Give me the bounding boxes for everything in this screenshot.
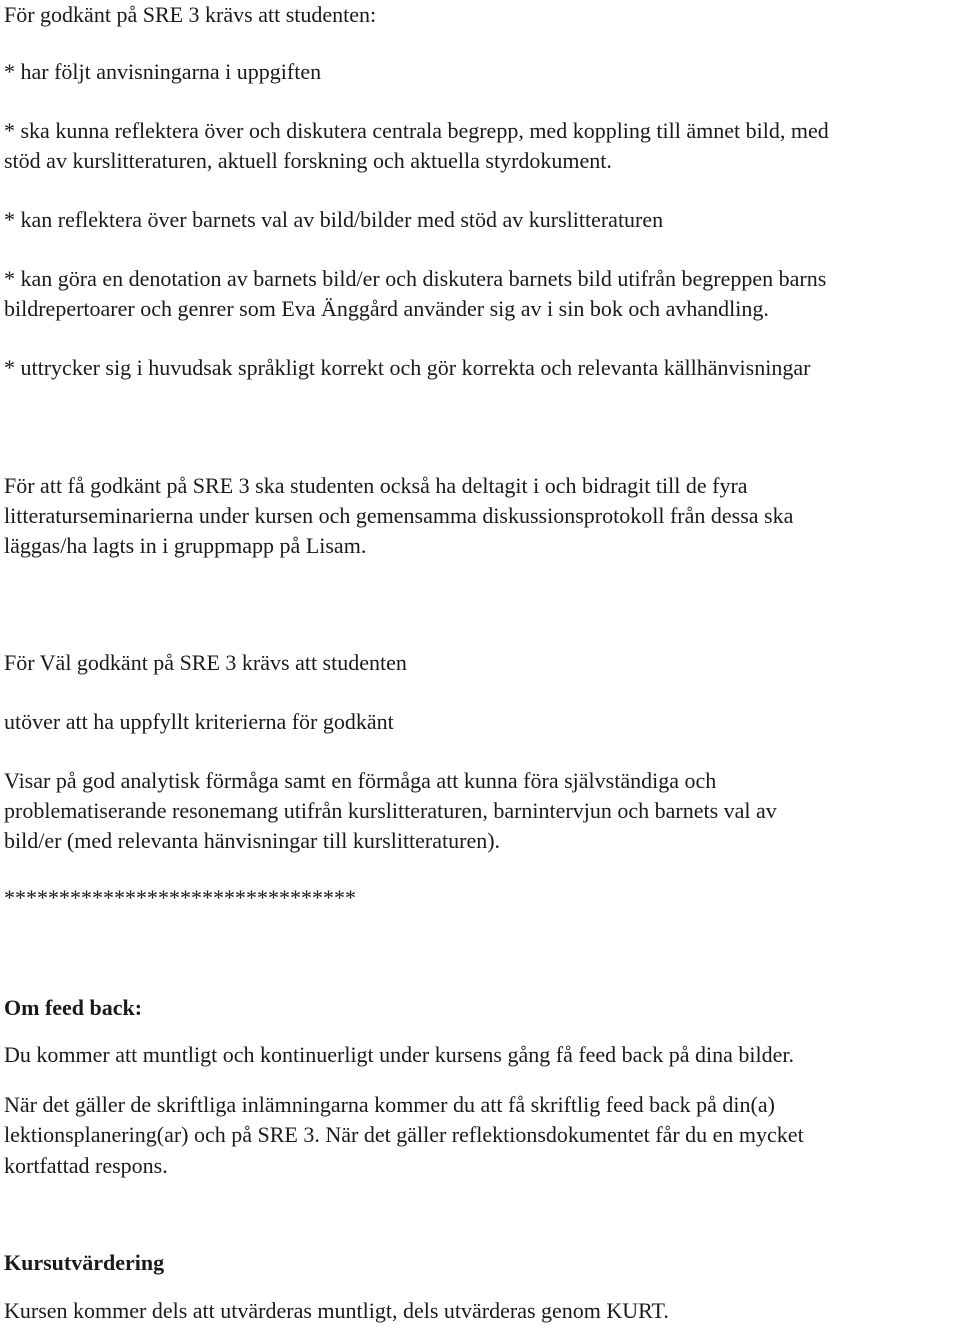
- feedback-heading: Om feed back:: [4, 995, 143, 1020]
- seminar-line: För att få godkänt på SRE 3 ska studenten också ha deltagit i och bidragit till de fyra: [4, 473, 748, 498]
- criterion-line: bildrepertoarer och genrer som Eva Änggård använder sig av i sin bok och avhandling.: [4, 296, 769, 321]
- godkant-intro: För godkänt på SRE 3 krävs att studenten:: [4, 2, 377, 27]
- feedback-paragraph-line: lektionsplanering(ar) och på SRE 3. När det gäller reflektionsdokumentet får du en mycket: [4, 1122, 804, 1147]
- feedback-paragraph: Du kommer att muntligt och kontinuerligt under kursens gång få feed back på dina bilder.: [4, 1042, 794, 1067]
- criterion-line: * har följt anvisningarna i uppgiften: [4, 59, 322, 84]
- analysis-line: Visar på god analytisk förmåga samt en förmåga att kunna föra självständiga och: [4, 768, 717, 793]
- separator-line: ********************************: [4, 885, 356, 910]
- evaluation-text: Kursen kommer dels att utvärderas muntligt, dels utvärderas genom KURT.: [4, 1298, 669, 1323]
- feedback-paragraph-line: När det gäller de skriftliga inlämningarna kommer du att få skriftlig feed back på din(a): [4, 1092, 775, 1117]
- val-godkant-intro: För Väl godkänt på SRE 3 krävs att studenten: [4, 650, 407, 675]
- val-godkant-requirement: utöver att ha uppfyllt kriterierna för godkänt: [4, 709, 394, 734]
- criterion-line: * uttrycker sig i huvudsak språkligt korrekt och gör korrekta och relevanta källhänvisningar: [4, 355, 811, 380]
- seminar-line: läggas/ha lagts in i gruppmapp på Lisam.: [4, 533, 367, 558]
- evaluation-heading: Kursutvärdering: [4, 1250, 165, 1275]
- analysis-line: problematiserande resonemang utifrån kurslitteraturen, barnintervjun och barnets val av: [4, 798, 777, 823]
- criterion-line: * kan reflektera över barnets val av bild/bilder med stöd av kurslitteraturen: [4, 207, 664, 232]
- analysis-line: bild/er (med relevanta hänvisningar till kurslitteraturen).: [4, 828, 501, 853]
- criterion-line: * kan göra en denotation av barnets bild/er och diskutera barnets bild utifrån begreppen barns: [4, 266, 827, 291]
- seminar-line: litteraturseminarierna under kursen och gemensamma diskussionsprotokoll från dessa ska: [4, 503, 794, 528]
- criterion-line: stöd av kurslitteraturen, aktuell forskning och aktuella styrdokument.: [4, 148, 612, 173]
- feedback-paragraph-line: kortfattad respons.: [4, 1153, 168, 1178]
- criterion-line: * ska kunna reflektera över och diskutera centrala begrepp, med koppling till ämnet bild, med: [4, 118, 829, 143]
